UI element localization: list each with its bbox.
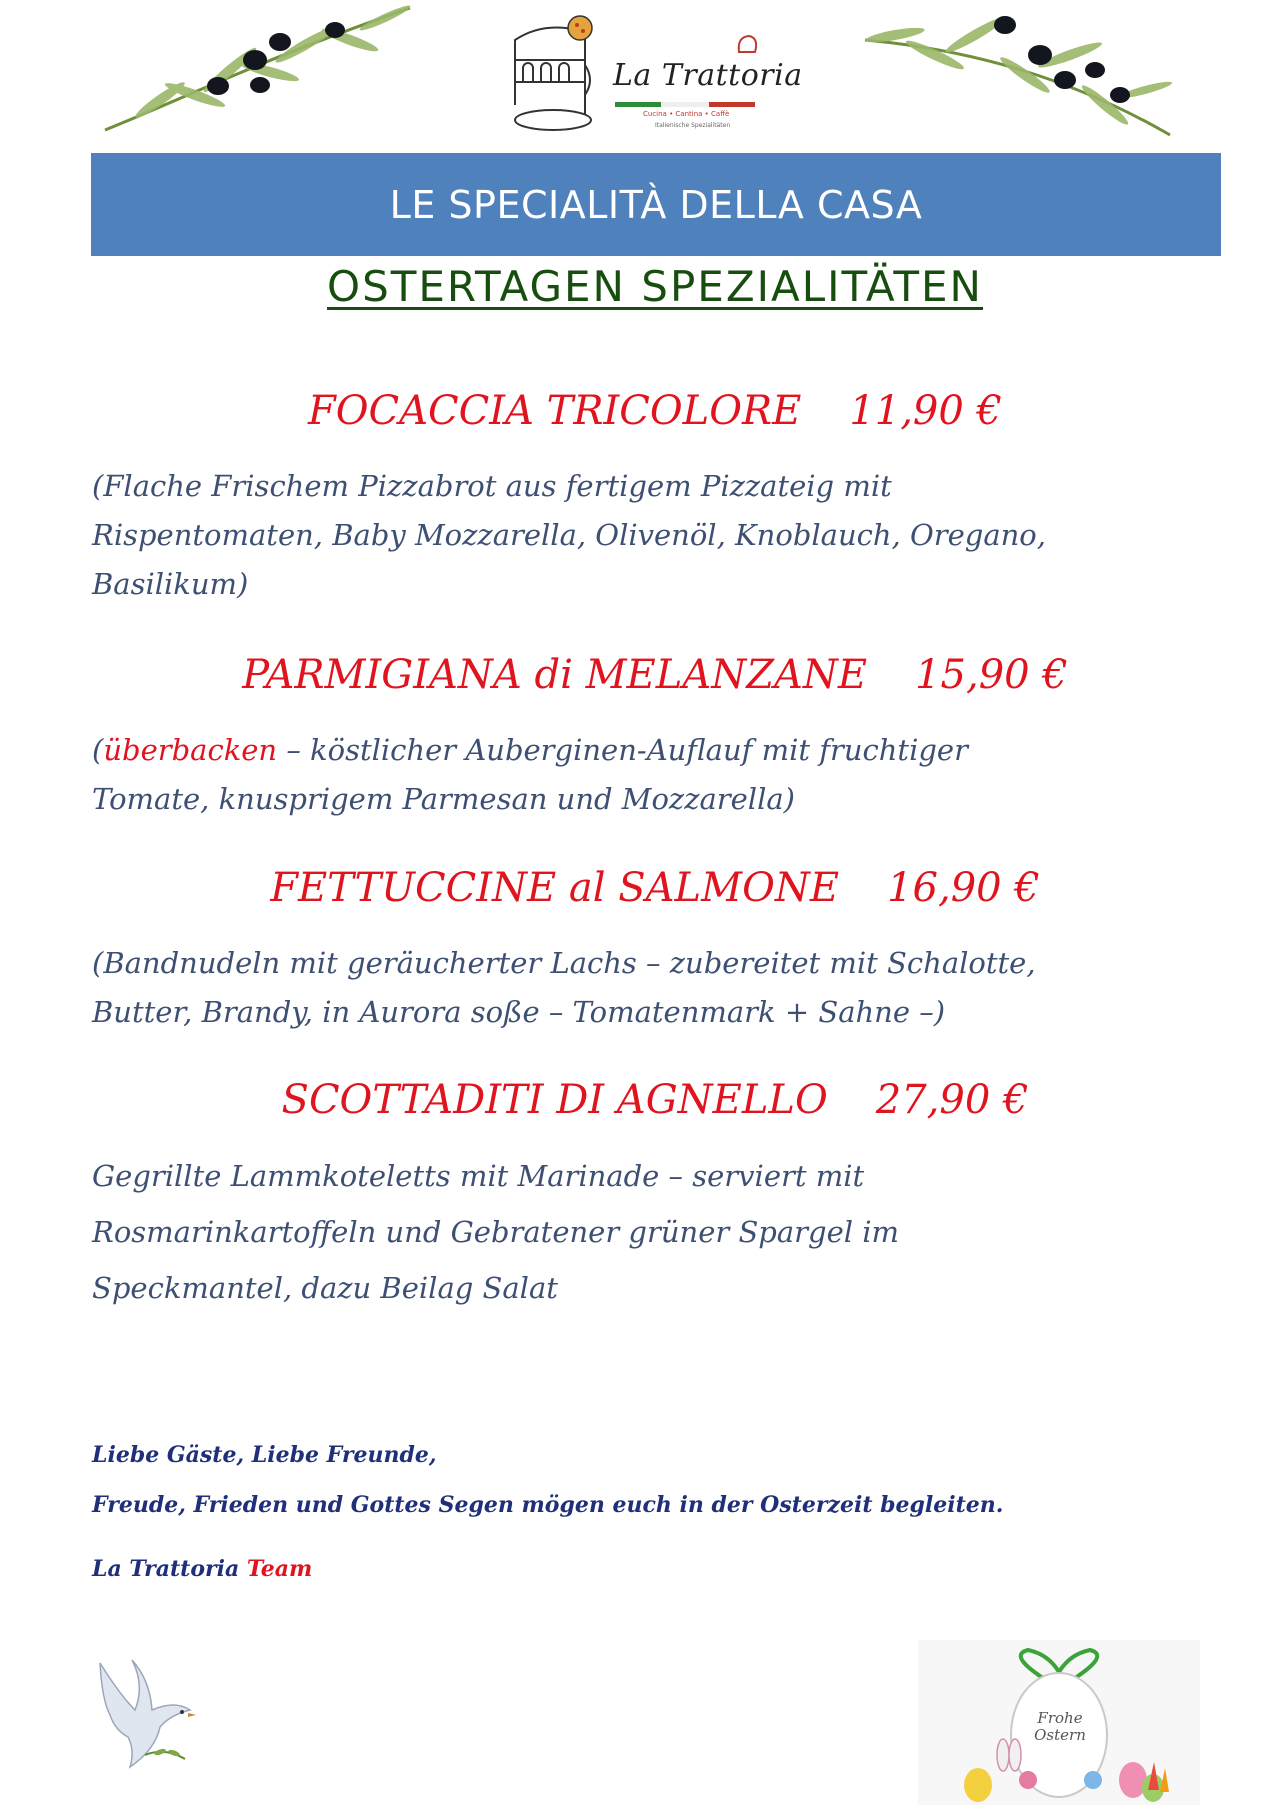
dish-description [92,1148,1192,1316]
greeting-line: Liebe Gäste, Liebe Freunde, [92,1442,437,1468]
dish-description [92,462,1192,609]
flag-stripe [615,102,755,107]
logo-tagline: Cucina • Cantina • Caffè [643,110,730,118]
header-banner [91,153,1221,256]
paren: ( [92,733,104,767]
easter-text-line: Ostern [1034,1726,1086,1744]
olive-branch-right-icon [855,0,1175,140]
logo-subline: Italienische Spezialitäten [655,122,731,129]
dish-price: 27,90 € [875,1077,1029,1123]
easter-text-line: Frohe [1037,1709,1083,1727]
description-line: Basilikum) [92,567,249,601]
greeting-line: Freude, Frieden und Gottes Segen mögen euch in der Osterzeit begleiten. [92,1492,1004,1518]
description-line: (Flache Frischem Pizzabrot aus fertigem Pizzateig mit [92,469,892,503]
highlight-word: überbacken [103,733,278,767]
dish-name: PARMIGIANA di MELANZANE [242,652,868,698]
restaurant-logo [505,10,803,140]
signature-name: La Trattoria [92,1556,240,1582]
description-line: Rispentomaten, Baby Mozzarella, Olivenöl, Knoblauch, Oregano, [92,518,1046,552]
dish-title [0,865,1280,911]
chef-hat-icon [735,32,760,57]
colosseum-icon [505,10,615,140]
dish-title [0,1077,1280,1123]
logo-name: La Trattoria [613,58,803,93]
dish-name: FETTUCCINE al SALMONE [270,865,840,911]
description-rest: – köstlicher Auberginen-Auflauf mit fruchtiger [277,733,968,767]
dish-price: 16,90 € [887,865,1040,911]
greeting-signature [92,1556,312,1582]
page-subtitle: OSTERTAGEN SPEZIALITÄTEN [327,262,983,311]
description-line: Gegrillte Lammkoteletts mit Marinade – serviert mit [92,1159,865,1193]
easter-image [918,1640,1200,1805]
dish-price: 11,90 € [849,388,1002,434]
description-line: (Bandnudeln mit geräucherter Lachs – zubereitet mit Schalotte, [92,946,1036,980]
description-line: Rosmarinkartoffeln und Gebratener grüner Spargel im [92,1215,900,1249]
dish-title [0,388,1280,434]
dish-title [0,652,1280,698]
description-line [92,726,1192,775]
olive-branch-left-icon [100,0,420,140]
dish-description [92,939,1192,1037]
signature-team: Team [239,1556,313,1582]
dish-description [92,726,1192,824]
description-line: Speckmantel, dazu Beilag Salat [92,1271,558,1305]
description-line: Tomate, knusprigem Parmesan und Mozzarella) [92,782,795,816]
description-line: Butter, Brandy, in Aurora soße – Tomatenmark + Sahne –) [92,995,946,1029]
dish-name: FOCACCIA TRICOLORE [307,388,802,434]
dish-price: 15,90 € [915,652,1068,698]
banner-title: LE SPECIALITÀ DELLA CASA [389,182,923,227]
dish-name: SCOTTADITI DI AGNELLO [281,1077,828,1123]
dove-icon [90,1655,205,1775]
easter-text [1030,1710,1090,1744]
